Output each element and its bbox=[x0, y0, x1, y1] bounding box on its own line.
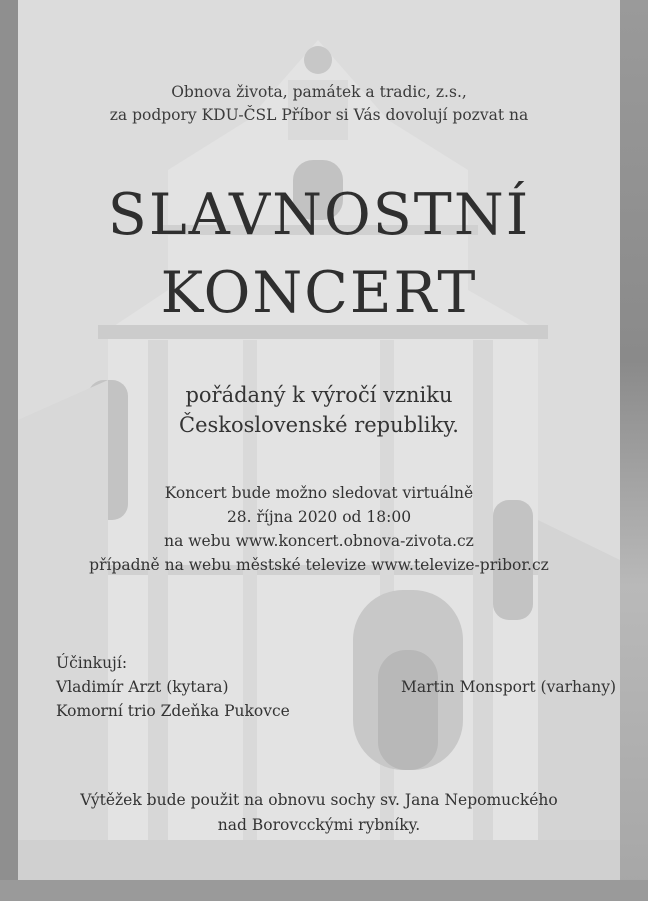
performer-organ: Martin Monsport (varhany) bbox=[400, 678, 616, 696]
subtitle-line-2: Československé republiky. bbox=[179, 413, 459, 437]
proceeds-line-2: nad Borovcckými rybníky. bbox=[217, 816, 421, 834]
subtitle-line-1: pořádaný k výročí vzniku bbox=[185, 383, 453, 407]
performer-trio: Komorní trio Zdeňka Pukovce bbox=[56, 702, 290, 720]
concert-web-line: na webu www.koncert.obnova-zivota.cz bbox=[164, 532, 474, 550]
invitation-poster bbox=[18, 0, 620, 880]
proceeds-note bbox=[18, 788, 620, 838]
event-subtitle bbox=[18, 380, 620, 440]
info-line-1: Koncert bude možno sledovat virtuálně bbox=[164, 484, 474, 502]
performers-section bbox=[56, 651, 616, 723]
performer-guitar: Vladimír Arzt (kytara) bbox=[56, 678, 229, 696]
background-bottom-strip bbox=[0, 880, 648, 901]
organizer-line: Obnova života, památek a tradic, z.s., bbox=[171, 83, 467, 101]
title-line-1: SLAVNOSTNÍ bbox=[107, 182, 531, 248]
event-title bbox=[18, 176, 620, 332]
broadcast-info bbox=[18, 481, 620, 577]
title-line-2: KONCERT bbox=[160, 260, 478, 326]
image-overlay bbox=[18, 0, 620, 880]
performers-row bbox=[56, 675, 616, 699]
performers-heading: Účinkují: bbox=[56, 654, 128, 672]
invitation-line: za podpory KDU-ČSL Příbor si Vás dovolují pozvat na bbox=[109, 106, 529, 124]
tv-web-line: případně na webu městské televize www.televize-pribor.cz bbox=[89, 556, 549, 574]
proceeds-line-1: Výtěžek bude použit na obnovu sochy sv. Jana Nepomuckého bbox=[80, 791, 558, 809]
intro-text bbox=[18, 81, 620, 127]
background-right-strip bbox=[620, 0, 648, 901]
event-date: 28. října 2020 od 18:00 bbox=[226, 508, 412, 526]
